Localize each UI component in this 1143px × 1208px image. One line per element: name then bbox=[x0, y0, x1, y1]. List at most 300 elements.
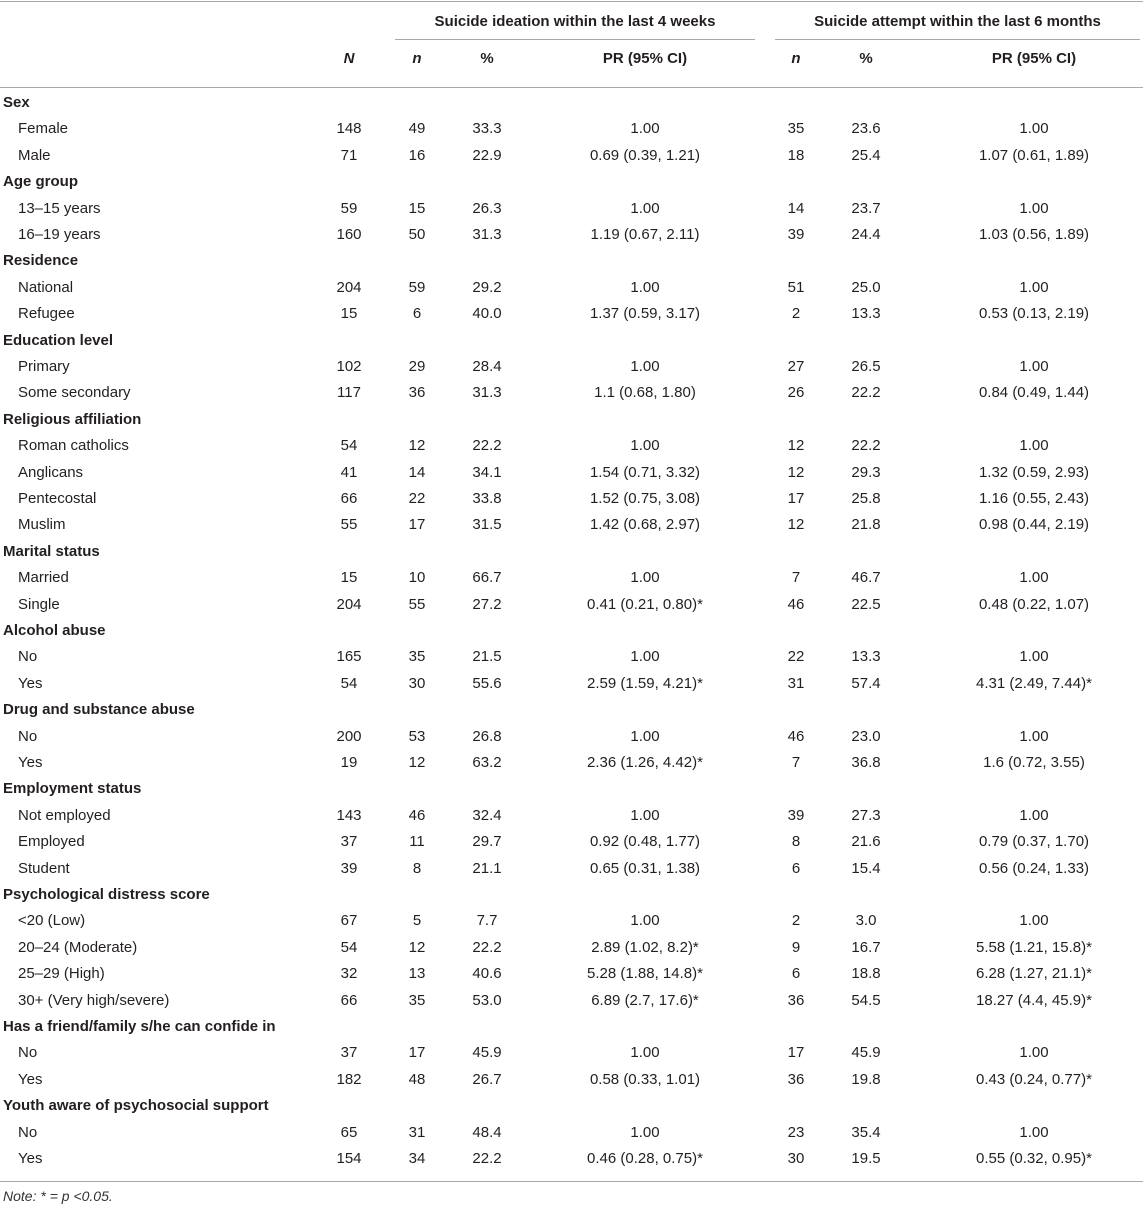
row-label: Refugee bbox=[18, 305, 75, 323]
cell-attempt-n: 2 bbox=[791, 912, 801, 930]
table-row bbox=[0, 961, 1143, 987]
cell-attempt-pct: 45.9 bbox=[851, 1044, 881, 1062]
table-row bbox=[0, 433, 1143, 459]
row-label: 20–24 (Moderate) bbox=[18, 938, 138, 956]
cell-attempt-pr: 1.6 (0.72, 3.55) bbox=[983, 754, 1085, 771]
cell-N: 143 bbox=[336, 806, 362, 824]
cell-ideation-pct: 31.3 bbox=[472, 226, 502, 243]
cell-N: 67 bbox=[340, 912, 358, 930]
cell-ideation-pct: 26.3 bbox=[472, 199, 502, 217]
cell-ideation-n: 30 bbox=[408, 674, 426, 692]
cell-attempt-pct: 25.4 bbox=[851, 146, 881, 164]
cell-attempt-pct: 21.8 bbox=[851, 516, 881, 534]
cell-attempt-n: 35 bbox=[787, 120, 805, 138]
group-label: Alcohol abuse bbox=[3, 622, 106, 639]
group-header-row bbox=[0, 248, 1143, 274]
cell-ideation-n: 35 bbox=[408, 991, 426, 1009]
cell-ideation-n: 36 bbox=[408, 384, 426, 402]
cell-attempt-pct: 13.3 bbox=[851, 305, 881, 323]
cell-attempt-pr: 1.03 (0.56, 1.89) bbox=[978, 226, 1090, 243]
cell-N: 148 bbox=[336, 120, 362, 138]
table-row bbox=[0, 486, 1143, 512]
cell-attempt-pr: 1.00 bbox=[1019, 199, 1049, 217]
row-label: Yes bbox=[18, 1070, 43, 1088]
cell-ideation-n: 16 bbox=[408, 146, 426, 164]
cell-attempt-pct: 57.4 bbox=[851, 674, 881, 692]
row-label: 30+ (Very high/severe) bbox=[18, 991, 170, 1009]
cell-attempt-pct: 23.6 bbox=[851, 120, 881, 138]
cell-attempt-n: 6 bbox=[791, 859, 801, 877]
table-row bbox=[0, 1040, 1143, 1066]
cell-attempt-n: 30 bbox=[787, 1150, 805, 1167]
cell-N: 19 bbox=[340, 754, 358, 771]
group-header-row bbox=[0, 618, 1143, 644]
table-note: Note: * = p <0.05. bbox=[3, 1188, 113, 1204]
cell-N: 200 bbox=[336, 727, 362, 745]
cell-attempt-pr: 1.00 bbox=[1019, 569, 1049, 587]
cell-ideation-n: 15 bbox=[408, 199, 426, 217]
cell-attempt-pr: 1.07 (0.61, 1.89) bbox=[978, 146, 1090, 164]
cell-attempt-pr: 0.56 (0.24, 1.33) bbox=[978, 859, 1090, 877]
row-label: Pentecostal bbox=[18, 490, 97, 507]
cell-ideation-pr: 0.41 (0.21, 0.80)* bbox=[587, 595, 703, 613]
cell-ideation-n: 50 bbox=[408, 226, 426, 243]
cell-attempt-n: 14 bbox=[787, 199, 805, 217]
group-label: Employment status bbox=[3, 780, 142, 798]
cell-N: 154 bbox=[336, 1150, 362, 1167]
cell-ideation-pct: 27.2 bbox=[472, 595, 502, 613]
cell-attempt-pct: 22.5 bbox=[851, 595, 881, 613]
cell-attempt-pr: 5.58 (1.21, 15.8)* bbox=[976, 938, 1092, 956]
header-span-attempt: Suicide attempt within the last 6 months bbox=[814, 13, 1101, 30]
row-label: Some secondary bbox=[18, 384, 131, 402]
cell-attempt-n: 31 bbox=[787, 674, 805, 692]
cell-ideation-n: 12 bbox=[408, 938, 426, 956]
table-row bbox=[0, 301, 1143, 327]
cell-attempt-n: 17 bbox=[787, 490, 805, 507]
row-label: Student bbox=[18, 859, 70, 877]
cell-ideation-pct: 63.2 bbox=[472, 754, 502, 771]
cell-attempt-pct: 36.8 bbox=[851, 754, 881, 771]
cell-ideation-pr: 1.00 bbox=[630, 120, 660, 138]
cell-ideation-pct: 55.6 bbox=[472, 674, 502, 692]
cell-attempt-n: 27 bbox=[787, 358, 805, 375]
cell-attempt-pct: 18.8 bbox=[851, 965, 881, 983]
row-label: Not employed bbox=[18, 806, 111, 824]
cell-ideation-pct: 7.7 bbox=[476, 912, 498, 930]
row-label: Roman catholics bbox=[18, 437, 129, 455]
cell-N: 37 bbox=[340, 1044, 358, 1062]
cell-ideation-n: 35 bbox=[408, 648, 426, 666]
cell-attempt-pct: 23.0 bbox=[851, 727, 881, 745]
group-header-row bbox=[0, 697, 1143, 723]
cell-attempt-pr: 1.00 bbox=[1019, 727, 1049, 745]
cell-attempt-pr: 1.00 bbox=[1019, 1044, 1049, 1062]
cell-ideation-pr: 1.00 bbox=[630, 278, 660, 296]
cell-attempt-pct: 35.4 bbox=[851, 1123, 881, 1141]
group-label: Residence bbox=[3, 252, 79, 270]
group-header-row bbox=[0, 169, 1143, 195]
cell-attempt-pr: 1.16 (0.55, 2.43) bbox=[978, 490, 1090, 507]
cell-ideation-pct: 22.2 bbox=[472, 938, 502, 956]
cell-ideation-pct: 26.8 bbox=[472, 727, 502, 745]
table-row bbox=[0, 803, 1143, 829]
cell-ideation-pr: 1.52 (0.75, 3.08) bbox=[589, 490, 701, 507]
table-row bbox=[0, 1067, 1143, 1093]
cell-N: 117 bbox=[337, 384, 361, 402]
cell-ideation-pct: 28.4 bbox=[472, 358, 502, 375]
cell-attempt-n: 46 bbox=[787, 595, 805, 613]
cell-attempt-pr: 0.84 (0.49, 1.44) bbox=[978, 384, 1090, 402]
cell-ideation-n: 46 bbox=[408, 806, 426, 824]
cell-ideation-n: 59 bbox=[408, 278, 426, 296]
cell-N: 32 bbox=[340, 965, 358, 983]
cell-attempt-n: 36 bbox=[787, 991, 805, 1009]
cell-attempt-n: 7 bbox=[791, 754, 801, 771]
cell-ideation-pr: 5.28 (1.88, 14.8)* bbox=[587, 965, 703, 983]
group-header-row bbox=[0, 1014, 1143, 1040]
cell-ideation-n: 13 bbox=[408, 965, 426, 983]
cell-attempt-pct: 27.3 bbox=[851, 806, 881, 824]
cell-N: 15 bbox=[340, 305, 358, 323]
cell-ideation-n: 17 bbox=[408, 1044, 426, 1062]
table-row bbox=[0, 1120, 1143, 1146]
cell-ideation-pr: 6.89 (2.7, 17.6)* bbox=[591, 991, 699, 1009]
column-header-row bbox=[0, 46, 1143, 72]
group-header-row bbox=[0, 90, 1143, 116]
cell-attempt-pct: 46.7 bbox=[851, 569, 881, 587]
cell-N: 59 bbox=[340, 199, 358, 217]
cell-attempt-pct: 25.8 bbox=[851, 490, 881, 507]
cell-attempt-pr: 0.43 (0.24, 0.77)* bbox=[976, 1070, 1092, 1088]
cell-attempt-n: 9 bbox=[791, 938, 801, 956]
cell-ideation-pct: 40.6 bbox=[472, 965, 502, 983]
table-bottom-rule bbox=[0, 1181, 1143, 1182]
group-label: Youth aware of psychosocial support bbox=[3, 1097, 269, 1115]
cell-N: 55 bbox=[340, 516, 358, 534]
cell-ideation-pr: 0.58 (0.33, 1.01) bbox=[589, 1070, 701, 1088]
cell-attempt-pct: 25.0 bbox=[851, 278, 881, 296]
cell-N: 54 bbox=[340, 938, 358, 956]
cell-attempt-n: 12 bbox=[787, 463, 805, 481]
cell-ideation-pct: 48.4 bbox=[472, 1123, 502, 1141]
cell-attempt-pr: 1.00 bbox=[1019, 437, 1049, 455]
cell-N: 182 bbox=[336, 1070, 362, 1088]
row-label: No bbox=[18, 1044, 38, 1062]
cell-ideation-pr: 1.00 bbox=[630, 648, 660, 666]
cell-ideation-pr: 1.00 bbox=[630, 1123, 660, 1141]
group-header-row bbox=[0, 776, 1143, 802]
cell-attempt-pct: 21.6 bbox=[851, 833, 881, 851]
cell-attempt-pr: 1.00 bbox=[1019, 648, 1049, 666]
cell-ideation-pr: 1.54 (0.71, 3.32) bbox=[589, 463, 701, 481]
cell-ideation-pr: 0.65 (0.31, 1.38) bbox=[589, 859, 701, 877]
cell-attempt-pct: 22.2 bbox=[851, 384, 881, 402]
col-header-attempt-n: n bbox=[791, 50, 801, 67]
cell-attempt-pct: 22.2 bbox=[851, 437, 881, 455]
cell-attempt-pr: 0.98 (0.44, 2.19) bbox=[978, 516, 1090, 534]
cell-ideation-pct: 21.1 bbox=[472, 859, 502, 877]
cell-ideation-pr: 0.69 (0.39, 1.21) bbox=[589, 146, 701, 164]
cell-ideation-pr: 1.00 bbox=[630, 437, 660, 455]
cell-ideation-pct: 29.2 bbox=[472, 278, 502, 296]
cell-N: 37 bbox=[340, 833, 358, 851]
cell-ideation-pct: 34.1 bbox=[472, 463, 502, 481]
col-header-attempt-pct: % bbox=[859, 50, 873, 67]
cell-attempt-pr: 1.00 bbox=[1019, 912, 1049, 930]
row-label: <20 (Low) bbox=[18, 912, 86, 930]
row-label: No bbox=[18, 1123, 38, 1141]
group-label: Education level bbox=[3, 331, 114, 349]
table-row bbox=[0, 592, 1143, 618]
cell-attempt-n: 22 bbox=[787, 648, 805, 666]
cell-ideation-pr: 2.59 (1.59, 4.21)* bbox=[587, 674, 703, 692]
cell-attempt-n: 17 bbox=[787, 1044, 805, 1062]
cell-ideation-n: 5 bbox=[412, 912, 422, 930]
col-header-ideation-pr: PR (95% CI) bbox=[602, 50, 688, 67]
table-row bbox=[0, 354, 1143, 380]
table-row bbox=[0, 565, 1143, 591]
row-label: National bbox=[18, 278, 74, 296]
group-header-row bbox=[0, 1093, 1143, 1119]
cell-attempt-n: 12 bbox=[787, 437, 805, 455]
table-row bbox=[0, 671, 1143, 697]
cell-attempt-pr: 0.48 (0.22, 1.07) bbox=[978, 595, 1090, 613]
cell-ideation-pct: 33.8 bbox=[472, 490, 502, 507]
cell-attempt-pr: 0.55 (0.32, 0.95)* bbox=[976, 1150, 1092, 1167]
row-label: 16–19 years bbox=[18, 226, 101, 243]
row-label: No bbox=[18, 648, 38, 666]
cell-attempt-n: 46 bbox=[787, 727, 805, 745]
row-label: Female bbox=[18, 120, 69, 138]
cell-attempt-n: 39 bbox=[787, 226, 805, 243]
cell-attempt-pr: 4.31 (2.49, 7.44)* bbox=[976, 674, 1092, 692]
cell-attempt-pct: 26.5 bbox=[851, 358, 881, 375]
row-label: Employed bbox=[18, 833, 85, 851]
cell-ideation-n: 31 bbox=[408, 1123, 426, 1141]
table-row bbox=[0, 988, 1143, 1014]
table-row bbox=[0, 460, 1143, 486]
cell-attempt-pr: 1.00 bbox=[1019, 278, 1049, 296]
cell-ideation-n: 49 bbox=[408, 120, 426, 138]
table-row bbox=[0, 143, 1143, 169]
cell-attempt-n: 51 bbox=[787, 278, 805, 296]
group-header-row bbox=[0, 539, 1143, 565]
cell-attempt-pct: 15.4 bbox=[851, 859, 881, 877]
cell-attempt-pct: 24.4 bbox=[851, 226, 881, 243]
cell-ideation-pct: 22.2 bbox=[472, 1150, 502, 1167]
cell-ideation-pr: 1.37 (0.59, 3.17) bbox=[589, 305, 701, 323]
cell-ideation-n: 11 bbox=[409, 833, 425, 851]
cell-ideation-n: 29 bbox=[408, 358, 426, 375]
cell-attempt-n: 2 bbox=[791, 305, 801, 323]
table-row bbox=[0, 116, 1143, 142]
cell-ideation-pr: 1.42 (0.68, 2.97) bbox=[589, 516, 701, 534]
cell-ideation-pr: 1.00 bbox=[630, 912, 660, 930]
cell-ideation-pr: 0.92 (0.48, 1.77) bbox=[589, 833, 701, 851]
cell-N: 204 bbox=[336, 278, 362, 296]
table-row bbox=[0, 908, 1143, 934]
cell-ideation-pct: 45.9 bbox=[472, 1044, 502, 1062]
table-row bbox=[0, 196, 1143, 222]
cell-ideation-pct: 31.3 bbox=[472, 384, 502, 402]
col-header-ideation-pct: % bbox=[480, 50, 494, 67]
group-label: Age group bbox=[3, 173, 78, 191]
cell-N: 39 bbox=[340, 859, 358, 877]
row-label: Yes bbox=[18, 1150, 43, 1167]
cell-attempt-pr: 1.00 bbox=[1019, 1123, 1049, 1141]
group-header-row bbox=[0, 882, 1143, 908]
cell-attempt-pct: 16.7 bbox=[851, 938, 881, 956]
group-header-row bbox=[0, 407, 1143, 433]
cell-ideation-pct: 21.5 bbox=[472, 648, 502, 666]
cell-ideation-pct: 66.7 bbox=[472, 569, 502, 587]
row-label: Yes bbox=[18, 674, 43, 692]
header-span-attempt-rule bbox=[775, 39, 1140, 40]
cell-ideation-n: 10 bbox=[408, 569, 426, 587]
cell-ideation-pr: 1.00 bbox=[630, 806, 660, 824]
row-label: Single bbox=[18, 595, 60, 613]
row-label: 25–29 (High) bbox=[18, 965, 105, 983]
group-label: Psychological distress score bbox=[3, 886, 210, 903]
table-row bbox=[0, 1146, 1143, 1172]
cell-attempt-pct: 23.7 bbox=[851, 199, 881, 217]
header-bottom-rule bbox=[0, 87, 1143, 88]
cell-attempt-n: 6 bbox=[791, 965, 801, 983]
cell-ideation-pr: 0.46 (0.28, 0.75)* bbox=[587, 1150, 703, 1167]
cell-ideation-pr: 1.00 bbox=[630, 199, 660, 217]
cell-ideation-pct: 33.3 bbox=[472, 120, 502, 138]
cell-attempt-pct: 19.5 bbox=[851, 1150, 881, 1167]
cell-ideation-n: 6 bbox=[412, 305, 422, 323]
cell-ideation-pct: 53.0 bbox=[472, 991, 502, 1009]
cell-ideation-n: 12 bbox=[408, 437, 426, 455]
cell-ideation-n: 53 bbox=[408, 727, 426, 745]
cell-ideation-n: 12 bbox=[408, 754, 426, 771]
cell-ideation-pct: 26.7 bbox=[472, 1070, 502, 1088]
cell-ideation-pr: 1.1 (0.68, 1.80) bbox=[594, 384, 696, 402]
row-label: Yes bbox=[18, 754, 43, 771]
cell-ideation-pct: 40.0 bbox=[472, 305, 502, 323]
cell-N: 66 bbox=[340, 991, 358, 1009]
cell-N: 165 bbox=[336, 648, 362, 666]
table-row bbox=[0, 750, 1143, 776]
table-row bbox=[0, 829, 1143, 855]
cell-N: 102 bbox=[336, 358, 362, 375]
cell-attempt-pr: 1.32 (0.59, 2.93) bbox=[978, 463, 1090, 481]
cell-ideation-pct: 22.9 bbox=[472, 146, 502, 164]
group-label: Marital status bbox=[3, 542, 100, 560]
cell-attempt-pct: 13.3 bbox=[851, 648, 881, 666]
group-label: Sex bbox=[3, 94, 30, 111]
cell-attempt-pr: 6.28 (1.27, 21.1)* bbox=[976, 965, 1092, 983]
col-header-N: N bbox=[343, 50, 355, 67]
cell-attempt-n: 8 bbox=[791, 833, 801, 851]
cell-attempt-n: 36 bbox=[787, 1070, 805, 1088]
col-header-ideation-n: n bbox=[412, 50, 422, 67]
group-label: Religious affiliation bbox=[3, 410, 142, 428]
table-row bbox=[0, 856, 1143, 882]
cell-attempt-n: 23 bbox=[787, 1123, 805, 1141]
cell-attempt-n: 12 bbox=[787, 516, 805, 534]
cell-attempt-pr: 1.00 bbox=[1019, 358, 1049, 375]
table-row bbox=[0, 644, 1143, 670]
cell-ideation-n: 48 bbox=[408, 1070, 426, 1088]
cell-N: 54 bbox=[340, 674, 358, 692]
cell-attempt-pr: 0.79 (0.37, 1.70) bbox=[978, 833, 1090, 851]
group-label: Drug and substance abuse bbox=[3, 701, 195, 719]
row-label: Muslim bbox=[18, 516, 66, 534]
table-row bbox=[0, 935, 1143, 961]
cell-ideation-n: 55 bbox=[408, 595, 426, 613]
cell-attempt-pct: 54.5 bbox=[851, 991, 881, 1009]
table-row bbox=[0, 275, 1143, 301]
table-row bbox=[0, 724, 1143, 750]
cell-ideation-pr: 1.00 bbox=[630, 358, 660, 375]
col-header-attempt-pr: PR (95% CI) bbox=[991, 50, 1077, 67]
cell-ideation-pct: 22.2 bbox=[472, 437, 502, 455]
cell-attempt-n: 7 bbox=[791, 569, 801, 587]
table-top-rule bbox=[0, 1, 1143, 2]
cell-N: 71 bbox=[340, 146, 358, 164]
cell-ideation-pr: 1.19 (0.67, 2.11) bbox=[590, 226, 700, 243]
row-label: Married bbox=[18, 569, 69, 587]
cell-ideation-pr: 1.00 bbox=[630, 1044, 660, 1062]
table-row bbox=[0, 380, 1143, 406]
row-label: Male bbox=[18, 146, 51, 164]
table-row bbox=[0, 512, 1143, 538]
group-header-row bbox=[0, 328, 1143, 354]
cell-ideation-n: 34 bbox=[408, 1150, 426, 1167]
group-label: Has a friend/family s/he can confide in bbox=[3, 1018, 276, 1035]
cell-ideation-n: 17 bbox=[408, 516, 426, 534]
cell-ideation-n: 22 bbox=[408, 490, 426, 507]
cell-N: 41 bbox=[340, 463, 358, 481]
cell-N: 160 bbox=[336, 226, 362, 243]
cell-ideation-pr: 1.00 bbox=[630, 727, 660, 745]
row-label: Primary bbox=[18, 358, 70, 375]
row-label: 13–15 years bbox=[18, 199, 101, 217]
header-span-ideation-rule bbox=[395, 39, 755, 40]
cell-attempt-n: 18 bbox=[787, 146, 805, 164]
cell-attempt-pct: 29.3 bbox=[851, 463, 881, 481]
cell-N: 66 bbox=[340, 490, 358, 507]
cell-N: 15 bbox=[340, 569, 358, 587]
cell-N: 65 bbox=[340, 1123, 358, 1141]
cell-attempt-pct: 3.0 bbox=[855, 912, 877, 930]
table-row bbox=[0, 222, 1143, 248]
cell-N: 54 bbox=[340, 437, 358, 455]
cell-attempt-pct: 19.8 bbox=[851, 1070, 881, 1088]
cell-attempt-pr: 1.00 bbox=[1019, 806, 1049, 824]
cell-attempt-n: 26 bbox=[787, 384, 805, 402]
cell-ideation-pr: 1.00 bbox=[630, 569, 660, 587]
cell-ideation-pr: 2.89 (1.02, 8.2)* bbox=[591, 938, 699, 956]
cell-attempt-n: 39 bbox=[787, 806, 805, 824]
cell-ideation-n: 8 bbox=[412, 859, 422, 877]
cell-ideation-pct: 32.4 bbox=[472, 806, 502, 824]
row-label: No bbox=[18, 727, 38, 745]
cell-ideation-pct: 31.5 bbox=[472, 516, 502, 534]
cell-attempt-pr: 1.00 bbox=[1019, 120, 1049, 138]
cell-N: 204 bbox=[336, 595, 362, 613]
cell-attempt-pr: 0.53 (0.13, 2.19) bbox=[978, 305, 1090, 323]
cell-ideation-n: 14 bbox=[408, 463, 426, 481]
row-label: Anglicans bbox=[18, 463, 84, 481]
cell-ideation-pr: 2.36 (1.26, 4.42)* bbox=[587, 754, 703, 771]
cell-attempt-pr: 18.27 (4.4, 45.9)* bbox=[976, 991, 1092, 1009]
cell-ideation-pct: 29.7 bbox=[472, 833, 502, 851]
